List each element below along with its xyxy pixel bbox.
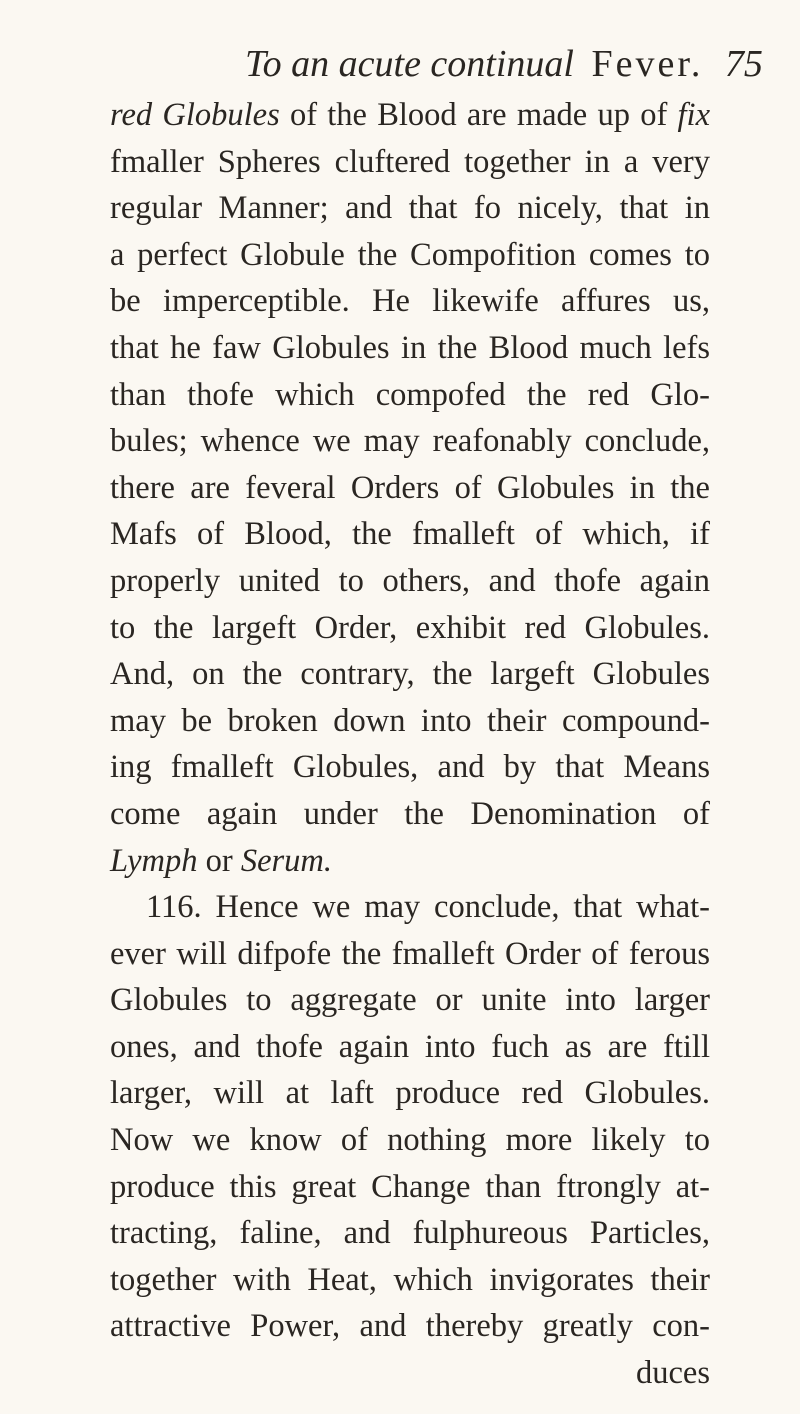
- text-line: [110, 558, 710, 605]
- text-run: attractive Power, and thereby greatly con-: [110, 1308, 710, 1345]
- text-run: ing fmalleft Globules, and by that Means: [110, 749, 710, 786]
- text-run: may be broken down into their compound-: [110, 702, 710, 739]
- text-line: [110, 1257, 710, 1304]
- text-run: red Globules: [110, 97, 280, 133]
- text-line: [110, 791, 710, 838]
- text-line: [110, 838, 710, 885]
- text-line: [110, 278, 710, 325]
- running-title-fever: Fever.: [591, 43, 704, 85]
- text-line: [110, 92, 710, 139]
- text-line: [110, 651, 710, 698]
- text-line: [110, 465, 710, 512]
- text-line: [110, 1210, 710, 1257]
- text-line: [110, 325, 710, 372]
- text-line: [110, 372, 710, 419]
- text-run: ever will difpofe the fmalleft Order of ferous: [110, 935, 710, 972]
- text-run: regular Manner; and that fo nicely, that in: [110, 190, 710, 227]
- text-run: bules; whence we may reafonably conclude,: [110, 423, 710, 460]
- text-run: Globules to aggregate or unite into larger: [110, 982, 710, 1019]
- text-line: [110, 1164, 710, 1211]
- text-line: [110, 1024, 710, 1071]
- text-line: [110, 185, 710, 232]
- text-line: [110, 977, 710, 1024]
- text-run: Mafs of Blood, the fmalleft of which, if: [110, 516, 710, 553]
- body-text: [110, 92, 710, 1397]
- text-run: Now we know of nothing more likely to: [110, 1122, 710, 1159]
- running-header: [245, 40, 763, 88]
- text-run: produce this great Change than ftrongly at-: [110, 1168, 710, 1205]
- text-run: be imperceptible. He likewife affures us,: [110, 283, 710, 320]
- text-line: [110, 884, 710, 931]
- text-run: Lymph: [110, 842, 198, 879]
- text-line: [110, 1117, 710, 1164]
- text-run: fix: [677, 97, 710, 133]
- text-run: fmaller Spheres cluftered together in a very: [110, 143, 710, 180]
- text-line: [110, 698, 710, 745]
- text-run: a perfect Globule the Compofition comes to: [110, 236, 710, 273]
- text-run: there are feveral Orders of Globules in the: [110, 469, 710, 506]
- text-run: 116. Hence we may conclude, that what-: [146, 889, 710, 926]
- text-run: duces: [636, 1355, 710, 1392]
- text-line: [110, 1303, 710, 1350]
- text-run: larger, will at laft produce red Globules.: [110, 1075, 710, 1112]
- text-line: [110, 232, 710, 279]
- text-run: or: [197, 842, 241, 879]
- text-run: that he faw Globules in the Blood much lefs: [110, 329, 710, 366]
- text-run: of the Blood are made up of: [279, 97, 678, 133]
- text-run: ones, and thofe again into fuch as are ftill: [110, 1028, 710, 1065]
- page-number: 75: [724, 43, 763, 85]
- text-run: than thofe which compofed the red Glo-: [110, 376, 710, 413]
- running-title: To an acute continual: [245, 43, 574, 85]
- text-run: properly united to others, and thofe again: [110, 562, 710, 599]
- text-run: Serum.: [240, 842, 333, 879]
- text-run: And, on the contrary, the largeft Globules: [110, 656, 710, 693]
- text-run: to the largeft Order, exhibit red Globules.: [110, 609, 710, 646]
- text-line: [110, 744, 710, 791]
- text-line: [110, 931, 710, 978]
- text-run: tracting, faline, and fulphureous Particles,: [110, 1215, 710, 1252]
- text-run: together with Heat, which invigorates their: [110, 1261, 710, 1298]
- text-line: [110, 605, 710, 652]
- text-line: [110, 1350, 710, 1397]
- text-line: [110, 511, 710, 558]
- text-line: [110, 139, 710, 186]
- text-line: [110, 418, 710, 465]
- text-run: come again under the Denomination of: [110, 795, 710, 832]
- text-line: [110, 1070, 710, 1117]
